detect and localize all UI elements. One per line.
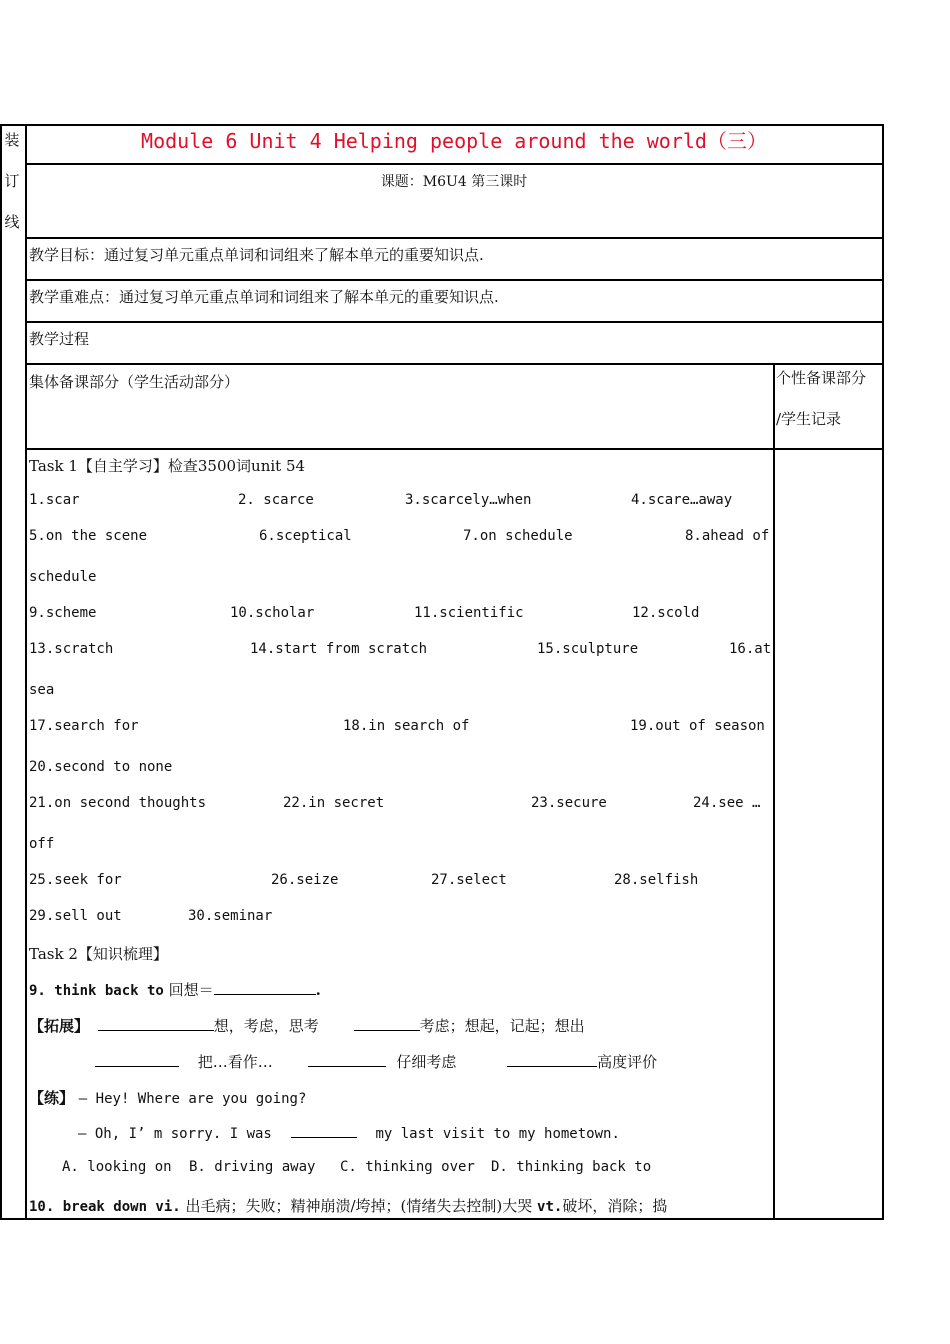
vocab-item: 29.sell out (29, 908, 122, 924)
vocab-item: 17.search for (29, 718, 139, 734)
answer-blank[interactable] (354, 1016, 420, 1031)
vocab-item: 16.at (729, 641, 772, 657)
page-title: Module 6 Unit 4 Helping people around the world（三） (141, 129, 767, 153)
answer-blank[interactable] (98, 1016, 214, 1031)
vocab-item: 24.see … (693, 795, 761, 811)
practice-answer-2: my last visit to my hometown. (375, 1126, 620, 1142)
expand-text: 仔细考虑 (396, 1053, 457, 1071)
point-9-head: 9. think back to (29, 983, 164, 999)
vocab-item: 9.scheme (29, 605, 97, 621)
teaching-objective: 教学目标：通过复习单元重点单词和词组来了解本单元的重要知识点. (29, 246, 484, 264)
expand-row-2 (95, 1051, 657, 1072)
point-10-head: 10. break down vi. (29, 1199, 181, 1215)
vocab-item: 8.ahead of (685, 528, 770, 544)
vocab-item: 25.seek for (29, 872, 122, 888)
vocab-item: 20.second to none (29, 759, 173, 775)
table-rule (25, 237, 884, 239)
option-a: A. looking on (62, 1159, 172, 1175)
point-9 (29, 979, 321, 1000)
table-rule (773, 364, 775, 1220)
binding-char: 装 (4, 131, 20, 149)
expand-text: 高度评价 (597, 1053, 658, 1071)
vocab-item: sea (29, 682, 55, 698)
vocab-item: schedule (29, 569, 97, 585)
vocab-item: 2. scarce (238, 492, 314, 508)
vocab-item: 21.on second thoughts (29, 795, 207, 811)
option-b: B. driving away (189, 1159, 316, 1175)
vocab-item: 4.scare…away (631, 492, 733, 508)
vocab-item: 1.scar (29, 492, 80, 508)
table-rule (25, 279, 884, 281)
table-rule (25, 321, 884, 323)
personal-label: 个性备课部分 (776, 369, 867, 387)
vocab-item: 10.scholar (230, 605, 315, 621)
task1-heading: Task 1【自主学习】检查3500词unit 54 (29, 457, 306, 475)
expand-text: 把…看作… (197, 1053, 273, 1071)
personal-label-2: /学生记录 (776, 410, 842, 428)
answer-blank[interactable] (308, 1052, 386, 1067)
answer-blank[interactable] (95, 1052, 179, 1067)
option-c: C. thinking over (340, 1159, 475, 1175)
expand-label: 【拓展】 (29, 1017, 90, 1035)
vocab-item: 3.scarcely…when (405, 492, 532, 508)
option-d: D. thinking back to (491, 1159, 652, 1175)
vocab-item: 15.sculpture (537, 641, 639, 657)
vocab-item: 11.scientific (414, 605, 524, 621)
vocab-item: 14.start from scratch (250, 641, 428, 657)
point-9-meaning: 回想＝ (168, 981, 214, 999)
practice-answer-row (78, 1123, 620, 1142)
collective-label: 集体备课部分（学生活动部分） (29, 373, 240, 391)
table-rule (25, 363, 884, 365)
vocab-item: 6.sceptical (259, 528, 352, 544)
point-10 (29, 1195, 667, 1216)
vocab-item: 30.seminar (188, 908, 273, 924)
expand-row (29, 1015, 585, 1036)
practice-question: — Hey! Where are you going? (78, 1091, 307, 1107)
process-label: 教学过程 (29, 330, 90, 348)
practice-row (29, 1087, 306, 1108)
practice-label: 【练】 (29, 1089, 75, 1107)
vocab-item: 23.secure (531, 795, 607, 811)
answer-blank[interactable] (214, 980, 316, 995)
answer-blank[interactable] (507, 1052, 597, 1067)
vocab-item: 22.in secret (283, 795, 385, 811)
table-rule (25, 448, 884, 450)
vocab-item: 18.in search of (343, 718, 470, 734)
key-points: 教学重难点：通过复习单元重点单词和词组来了解本单元的重要知识点. (29, 288, 499, 306)
answer-blank[interactable] (291, 1123, 357, 1138)
table-rule (25, 124, 27, 1220)
expand-text: 想，考虑，思考 (213, 1017, 319, 1035)
point-10-vt: vt. (537, 1199, 563, 1215)
vocab-item: 12.scold (632, 605, 700, 621)
practice-answer-1: — Oh, I’ m sorry. I was (78, 1126, 272, 1142)
vocab-item: 19.out of season (630, 718, 765, 734)
vocab-item: 7.on schedule (463, 528, 573, 544)
binding-char: 订 (4, 172, 20, 190)
point-10-text-2: 破坏，消除；捣 (562, 1197, 668, 1215)
vocab-item: 27.select (431, 872, 507, 888)
binding-char: 线 (4, 213, 20, 231)
lesson-subtitle: 课题：M6U4 第三课时 (380, 174, 528, 190)
vocab-item: 26.seize (271, 872, 339, 888)
vocab-item: 13.scratch (29, 641, 114, 657)
vocab-item: 28.selfish (614, 872, 699, 888)
point-9-end: . (315, 981, 321, 999)
table-rule (25, 163, 884, 165)
point-10-text: 出毛病；失败；精神崩溃/垮掉；(情绪失去控制)大哭 (185, 1197, 533, 1215)
expand-text: 考虑；想起，记起；想出 (419, 1017, 585, 1035)
vocab-item: off (29, 836, 55, 852)
task2-heading: Task 2【知识梳理】 (29, 945, 168, 963)
vocab-item: 5.on the scene (29, 528, 148, 544)
